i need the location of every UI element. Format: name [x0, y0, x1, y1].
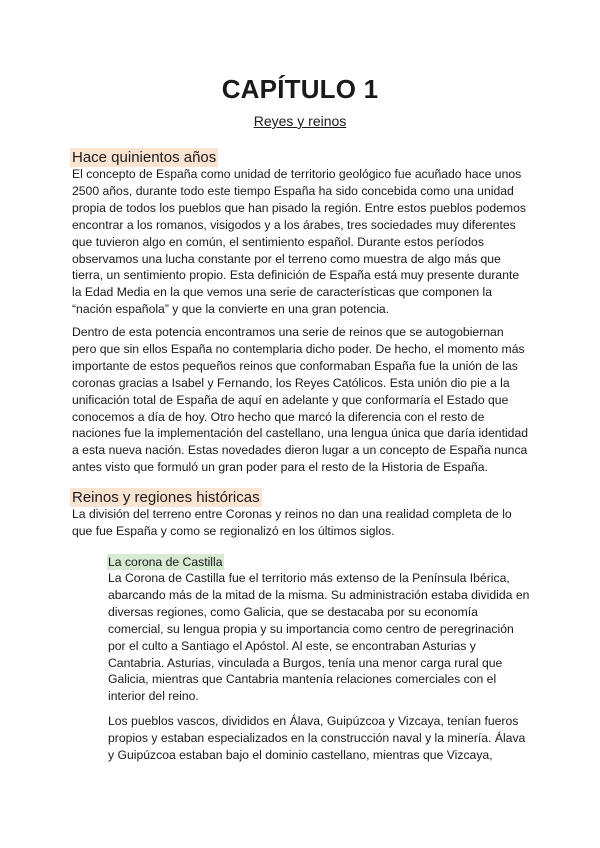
- text-line: pero que sin ellos España no contemplaria dicho poder. De hecho, el momento más: [72, 341, 525, 356]
- text-line: naciones fue la implementación del castellano, una lengua única que daría identidad: [72, 426, 528, 441]
- text-line: “nación española” y que la convierte en una gran potencia.: [72, 302, 390, 317]
- text-line: que tuvieron algo en común, el sentimiento español. Durante estos períodos: [72, 234, 484, 249]
- text-line: unificación total de España de aquí en adelante y que conformaría el Estado que: [72, 392, 509, 407]
- text-line: y Guipúzcoa estaban bajo el dominio castellano, mientras que Vizcaya,: [108, 747, 493, 762]
- text-line: La Corona de Castilla fue el territorio más extenso de la Península Ibérica,: [108, 571, 510, 585]
- text-line: abarcando más de la mitad de la misma. Su administración estaba dividida en: [108, 587, 530, 602]
- paragraph: [108, 713, 528, 764]
- text-line: a esta nueva nación. Estas novedades dieron lugar a un concepto de España nunca: [72, 443, 528, 458]
- text-line: Galicia, mientras que Cantabria mantenía relaciones comerciales con el: [108, 672, 497, 687]
- paragraph: [72, 506, 532, 540]
- text-line: por el culto a Santiago el Apóstol. Al este, se encontraban Asturias y: [108, 638, 476, 653]
- text-line: propia de todos los pueblos que han pisado la región. Entre estos pueblos podemos: [72, 200, 526, 215]
- text-line: observamos una lucha constante por el terreno como muestra de algo más que: [72, 251, 501, 266]
- text-line: propios y estaban especializados en la construcción naval y la minería. Álava: [108, 730, 526, 745]
- text-line: El concepto de España como unidad de territorio geológico fue acuñado hace unos: [72, 167, 522, 181]
- text-line: encontrar a los romanos, visigodos y a los árabes, tres sociedades muy diferentes: [72, 217, 516, 232]
- section-heading-hace-quinientos-anos: Hace quinientos años: [72, 149, 217, 166]
- chapter-title: CAPÍTULO 1: [221, 74, 379, 104]
- text-line: conocemos a día de hoy. Otro hecho que marcó la diferencia con el resto de: [72, 409, 485, 424]
- text-line: tierra, un sentimiento propio. Esta definición de España está muy presente durante: [72, 268, 520, 283]
- paragraph: [72, 166, 532, 318]
- text-line: La división del terreno entre Coronas y reinos no dan una realidad completa de lo: [72, 507, 512, 521]
- text-line: Cantabria. Asturias, vinculada a Burgos, tenía una menor carga rural que: [108, 655, 503, 670]
- paragraph: [108, 570, 528, 705]
- text-line: coronas gracias a Isabel y Fernando, los Reyes Católicos. Esta unión dio pie a la: [72, 375, 510, 390]
- text-line: que fue España y como se regionalizó en los últimos siglos.: [72, 523, 395, 538]
- text-line: Los pueblos vascos, divididos en Álava, Guipúzcoa y Vizcaya, tenían fueros: [108, 714, 519, 728]
- text-line: antes visto que formuló un gran poder para el resto de la Historia de España.: [72, 460, 488, 475]
- text-line: importante de estos pequeños reinos que conformaban España fue la unión de las: [72, 358, 518, 373]
- chapter-subtitle: Reyes y reinos: [253, 113, 347, 129]
- text-line: interior del reino.: [108, 689, 199, 704]
- section-heading-reinos-y-regiones: Reinos y regiones históricas: [72, 489, 260, 506]
- text-line: comercial, su lengua propia y su importancia como centro de peregrinación: [108, 621, 514, 636]
- text-line: la Edad Media en la que vemos una serie de características que componen la: [72, 285, 493, 300]
- subsection-heading-corona-de-castilla: La corona de Castilla: [108, 555, 223, 569]
- text-line: Dentro de esta potencia encontramos una serie de reinos que se autogobiernan: [72, 325, 504, 339]
- paragraph: [72, 324, 532, 476]
- text-line: diversas regiones, como Galicia, que se destacaba por su economía: [108, 604, 478, 619]
- text-line: 2500 años, durante todo este tiempo España ha sido concebida como una unidad: [72, 183, 514, 198]
